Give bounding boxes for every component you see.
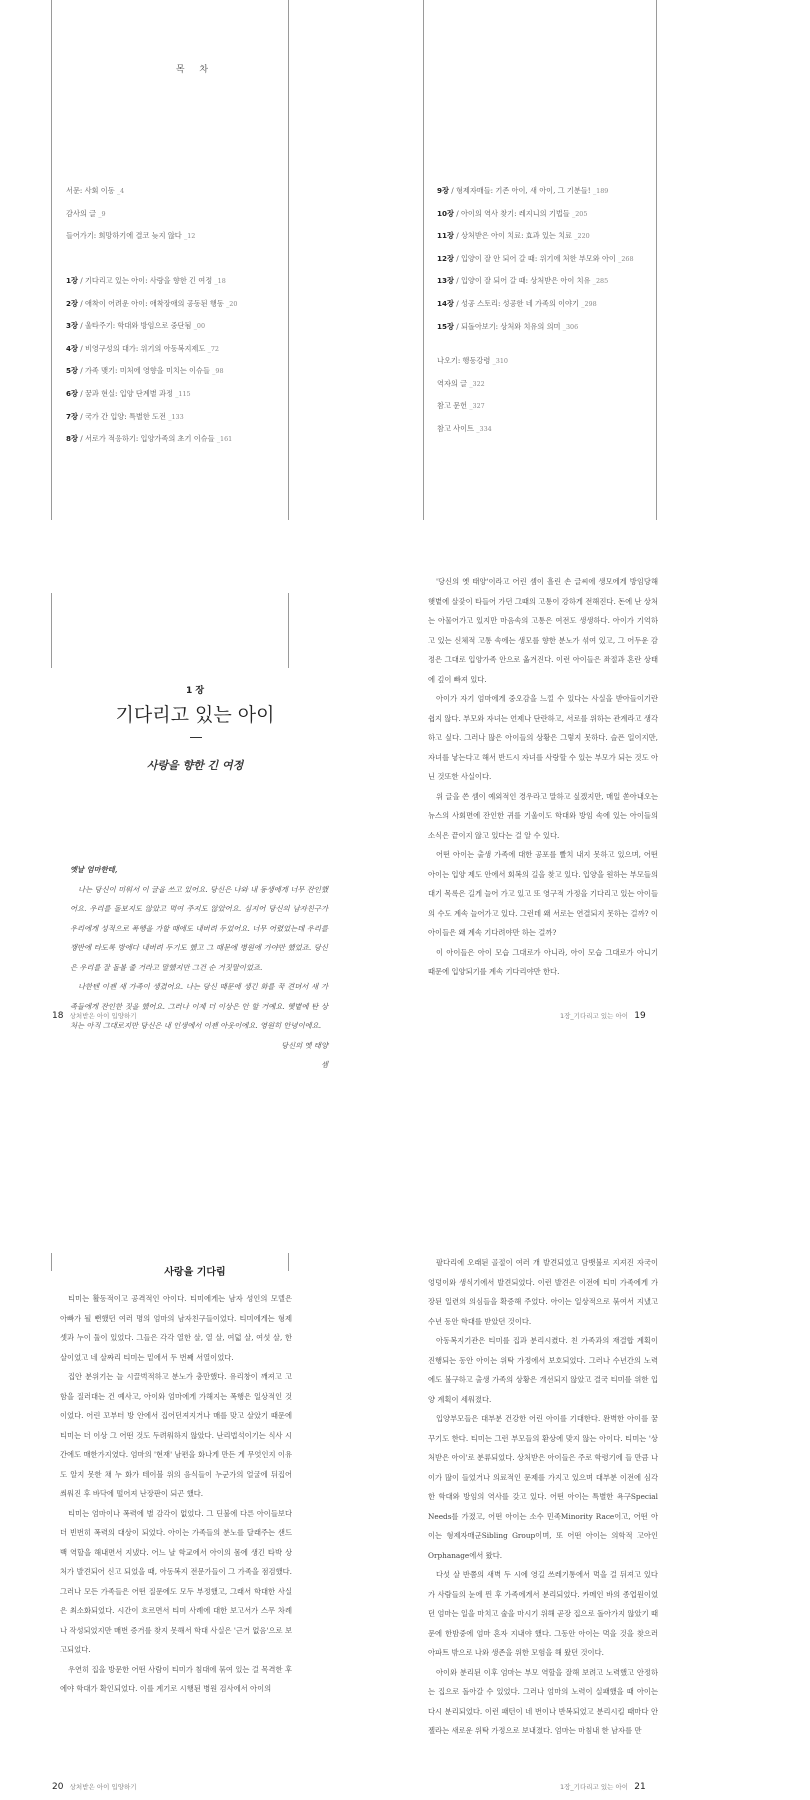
toc-entry: 6장 / 꿈과 현실: 입양 단계별 과정 _115: [66, 388, 191, 398]
toc-entry: 15장 / 되돌아보기: 상처와 치유의 의미 _306: [437, 321, 579, 331]
toc-page-number: _98: [212, 367, 224, 376]
chapter-subtitle: 사랑을 향한 긴 여정: [146, 759, 244, 772]
toc-entry: 11장 / 상처받은 아이 치료: 효과 있는 치료 _220: [437, 231, 590, 241]
toc-chapter-number: 11장: [437, 231, 454, 241]
toc-entry-title: 애착이 어려운 아이: 애착장애의 공동된 행동: [84, 298, 224, 308]
toc-page-number: _161: [216, 435, 233, 444]
page-number: 21: [634, 1782, 646, 1792]
body-paragraph: 다섯 살 반쯤의 새벽 두 시에 영길 쓰레기통에서 먹을 걸 뒤져고 있다가 사람들의 눈에 띈 후 가족에게서 분리되었다. 카메인 바의 종업원이었던 엄마는 일을 마치고 술을 마시기 위해 곧장 집으로 돌아가지 않았기 때문에 한밤중에 엄마 혼자 지내야 했다. 그동안 아이는 먹을 것을 찾으러 아파트 밖으로 나와 생존을 위한 모험을 해 왔던 것이다.: [428, 1570, 658, 1657]
toc-page-number: _9: [98, 209, 106, 218]
section-title: 사랑을 기다림: [164, 1267, 226, 1278]
toc-chapter-number: 13장: [437, 276, 454, 286]
letter-signature-name: 셈: [320, 1060, 328, 1069]
toc-entry: 13장 / 입양이 잘 되어 갈 때: 상처받은 아이 치유 _285: [437, 276, 609, 286]
body-paragraph: 아동복지기관은 티미를 집과 분리시켰다. 친 가족과의 재결합 계획이 진행되는 동안 아이는 위탁 가정에서 보호되었다. 그러나 수년간의 노력에도 불구하고 출생 가족의 상황은 개선되지 않았고 결국 티미를 위한 입양 계획이 세워졌다.: [428, 1336, 658, 1404]
toc-page-number: _205: [572, 209, 588, 218]
toc-entry: 10장 / 아이의 역사 찾기: 레지니의 기법들 _205: [437, 208, 588, 218]
body-paragraph: 입양부모들은 대부분 건강한 어린 아이를 기대한다. 완벽한 아이를 꿈꾸기도 한다. 티미는 그런 부모들의 환상에 맞지 않는 아이다. 티미는 '상처받은 아이'로 분류되었다. 상처받은 아이들은 주로 학령기에 들 만큼 나이가 많이 들었거나 의료적인 문제를 가지고 있으며 대부분 이전에 심각한 학대와 방임의 역사를 갖고 있다. 어떤 아이는 특별한 욕구Special Needs를 가졌고, 어떤 아이는 소수 민족Minority Race이고, 어떤 아이는 형제자매군Sibling Group이며, 또 어떤 아이는 의학적 고아인Orphanage에서 왔다.: [428, 1414, 658, 1560]
toc-page-number: _220: [574, 232, 590, 241]
toc-entry-title: 비영구성의 대가: 위기의 아동복지제도: [84, 343, 206, 353]
toc-entry-title: 되돌아보기: 상처와 치유의 의미: [460, 321, 561, 331]
toc-entry: 4장 / 비영구성의 대가: 위기의 아동복지제도 _72: [66, 343, 219, 353]
toc-chapter-number: 10장: [437, 208, 454, 218]
toc-entry: 12장 / 입양이 잘 안 되어 갈 때: 위기에 처한 부모와 아이 _268: [437, 253, 634, 263]
page-number: 19: [634, 1011, 646, 1021]
page-number: 18: [52, 1011, 64, 1021]
chapter-title: 기다리고 있는 아이: [115, 704, 275, 726]
toc-entry-title: 가족 맺기: 미처에 영향을 미치는 이슈들: [84, 366, 210, 376]
toc-page-number: _298: [581, 299, 597, 308]
toc-entry-title: 입양이 잘 안 되어 갈 때: 위기에 처한 부모와 아이: [460, 253, 616, 263]
toc-entry-title: 아이의 역사 찾기: 레지니의 기법들: [460, 208, 570, 218]
running-head: 상처받은 아이 입양하기: [69, 1783, 137, 1791]
body-paragraph: 아이가 자기 엄마에게 중오감을 느낄 수 있다는 사실을 받아들이기란 쉽지 않다. 부모와 자녀는 언제나 단란하고, 서로를 위하는 관계라고 생각하고 싶다. 그러나 많은 아이들의 상황은 그렇지 못하다. 슬픈 일이지만, 자녀를 낳는다고 해서 반드시 자녀를 사랑할 수 있는 부모가 되는 것도 아닌 것또한 사실이다.: [428, 694, 658, 781]
page-number: 20: [52, 1782, 64, 1792]
folio-page-21: [560, 1782, 646, 1792]
body-paragraph: 집안 분위기는 늘 시끌벅적하고 분노가 충만했다. 유리창이 깨져고 고함을 질러대는 건 예사고, 아이와 엄마에게 가해지는 폭행은 일상적인 것이었다. 어린 꼬부터 방 안에서 집어던져지거나 매를 맞고 살았기 때문에 티미는 더 이상 그 어떤 것도 두려워하지 않았다. 난리법석이기는 식사 시간에도 매한가지였다. 엄마의 '현재' 남편을 화나게 만든 게 무엇인지 이유도 알지 못한 채 누 화가 테이블 위의 음식들이 누군가의 얼굴에 뒤집어 씌워진 후 바닥에 떨어져 난장판이 되곤 했다.: [60, 1372, 292, 1498]
toc-entry-title: 서문: 사회 이동: [66, 186, 115, 195]
toc-title: 목 차: [175, 65, 215, 75]
body-paragraph: 위 글을 쓴 셈이 예외적인 경우라고 말하고 싶겠지만, 매일 쏟아내오는 뉴스의 사회면에 잔인한 귀를 기울이도 학대와 방임 속에 있는 아이들의 소식은 끝이지 않고 있다는 걸 알 수 있다.: [428, 791, 658, 840]
toc-page-number: _268: [618, 254, 634, 263]
toc-page-number: _12: [184, 232, 196, 241]
toc-entry-title: 참고 사이트: [437, 423, 475, 433]
toc-entry: 9장 / 형제자매들: 기존 아이, 새 아이, 그 기분들! _189: [437, 186, 609, 195]
toc-chapter-number: 1장: [66, 276, 78, 285]
body-paragraph: 이 아이들은 아이 모습 그대로가 아니라, 아이 모습 그대로가 아니기 때문에 입양되기를 계속 기다리야만 한다.: [428, 947, 658, 976]
toc-chapter-number: 14장: [437, 298, 454, 308]
toc-chapter-number: 3장: [66, 321, 78, 331]
toc-entry-title: 상처받은 아이 치료: 효과 있는 치료: [460, 231, 573, 241]
toc-entry: 2장 / 애착이 어려운 아이: 애착장애의 공동된 행동 _20: [66, 298, 238, 308]
toc-entry-title: 역자의 글: [437, 378, 468, 388]
toc-page-number: _133: [168, 412, 184, 421]
toc-entry-title: 들어가기: 희망하기에 결코 늦지 않다: [66, 231, 182, 241]
chapter-number: 1 장: [185, 686, 205, 696]
letter-paragraph: 나는 당신이 미워서 이 글을 쓰고 있어요. 당신은 나와 내 동생에게 너무 잔인했어요. 우리를 돌보지도 않았고 먹여 주지도 않았어요. 심지어 당신의 남자친구가 우리에게 성적으로 폭행을 가할 때에도 내버려 두었어요. 너무 어렸었는데 우리를 쟁반에 타도록 방에다 내버려 두기도 했고 그 때문에 병원에 가야만 했었죠. 당신은 우리를 잘 돌볼 줄 거라고 말했지만 그건 순 거짓말이었죠.: [70, 884, 328, 972]
body-paragraph: 팔다리에 오래된 골절이 여러 개 발견되었고 담뱃불로 지져진 자국이 엉덩이와 생식기에서 발견되었다. 이런 발견은 이전에 티미 가족에게 가장된 일련의 의심들을 확증해 주었다. 아이는 일상적으로 묶여서 지냈고 수년 동안 학대를 받았던 것이다.: [428, 1258, 658, 1326]
toc-chapter-number: 15장: [437, 321, 454, 331]
toc-entry-title: 기다리고 있는 아이: 사랑을 향한 긴 여정: [84, 276, 213, 285]
toc-entry-title: 형제자매들: 기존 아이, 새 아이, 그 기분들!: [455, 186, 591, 195]
toc-page-number: _00: [193, 322, 206, 331]
toc-chapter-number: 9장: [437, 186, 449, 195]
folio-page-20: [52, 1782, 137, 1792]
body-paragraph: '당신의 옛 태양'이라고 어린 셈이 흘린 손 글씨에 생모에게 방임당해 햇볕에 살갗이 타들어 가던 그때의 고통이 강하게 전해진다. 돈에 난 상처는 아물어가고 있지만 마음속의 고통은 여전도 생생하다. 아이가 기억하고 있는 신체적 고통 속에는 생모를 향한 분노가 섞여 있고, 그 어두운 감정은 그대로 입양가족 안으로 옮겨진다. 이런 아이들은 좌절과 혼란 상태에 깊이 빠져 있다.: [428, 577, 658, 684]
toc-chapter-number: 2장: [66, 298, 78, 308]
toc-page-number: _327: [469, 402, 485, 411]
running-head: 1장_기다리고 있는 아이: [560, 1012, 629, 1020]
toc-page-number: _334: [476, 424, 492, 433]
toc-entry: 7장 / 국가 간 입양: 특별한 도전 _133: [66, 411, 184, 421]
toc-chapter-number: 8장: [66, 434, 78, 444]
toc-entry-title: 서로가 적응하기: 입양가족의 초기 이슈들: [84, 434, 215, 444]
toc-page-number: _322: [469, 379, 485, 388]
toc-chapter-number: 4장: [66, 343, 78, 353]
letter-greeting: 옛날 엄마한테,: [70, 865, 118, 874]
toc-chapter-number: 5장: [66, 366, 78, 376]
body-paragraph: 티미는 엄마이나 폭력에 별 감각이 없었다. 그 딘불에 다른 아이들보다 더 빈번히 폭력의 대상이 되었다. 아이는 가족들의 분노를 달래주는 샌드백 역할을 해내면서 지냈다. 어느 날 학교에서 아이의 몸에 생긴 타박 상처가 발견되어 신고 되었을 때, 아동복지 전문가들이 그 가족을 점검했다. 그러나 모든 가족들은 어떤 질문에도 모두 부정했고, 그래서 학대한 사실은 최소화되었다. 시간이 흐르면서 티미 사례에 대한 보고서가 스무 차례나 작성되었지만 매번 증거를 찾지 못해서 학대 사실은 '근거 없음'으로 보고되었다.: [60, 1508, 292, 1654]
toc-entry-title: 참고 문헌: [437, 401, 468, 411]
letter-paragraph: 나한텐 이젠 새 가족이 생겼어요. 나는 당신 때문에 생긴 화를 꾹 견뎌서 새 가족들에게 잔인한 짓을 했어요. 그러나 이제 더 이상은 안 할 거예요. 햇볕에 탄 상처는 아직 그대로지만 당신은 내 인생에서 이젠 아웃이에요. 영원히 안녕이에요.: [70, 982, 328, 1030]
toc-entry-title: 꿈과 현실: 입양 단계별 과정: [84, 388, 173, 398]
toc-page-number: _189: [592, 187, 609, 195]
toc-entry-title: 나오기: 행동강령: [437, 356, 491, 365]
running-head: 1장_기다리고 있는 아이: [560, 1783, 629, 1791]
toc-chapter-number: 12장: [437, 253, 454, 263]
toc-page-number: _4: [116, 187, 125, 195]
page-20-body: [60, 1289, 292, 1699]
toc-page-number: _20: [226, 299, 238, 308]
toc-entry-title: 국가 간 입양: 특별한 도전: [84, 411, 166, 421]
toc-page-number: _18: [214, 277, 226, 285]
toc-chapter-number: 6장: [66, 388, 78, 398]
toc-page-number: _310: [492, 357, 509, 365]
toc-page-number: _285: [592, 277, 609, 286]
toc-page-number: _115: [175, 389, 191, 398]
toc-entry-title: 성공 스토리: 성공한 네 가족의 이야기: [460, 298, 579, 308]
toc-entry-title: 입양이 잘 되어 갈 때: 상처받은 아이 치유: [460, 276, 591, 286]
toc-chapter-number: 7장: [66, 411, 78, 421]
toc-entry-title: 울타주기: 학대와 방임으로 중단됨: [84, 321, 192, 331]
toc-entry-title: 감사의 글: [66, 208, 97, 218]
body-paragraph: 우연히 집을 방문한 어떤 사람이 티미가 침대에 묶여 있는 걸 목격한 후에야 학대가 확인되었다. 이를 계기로 시행된 병원 검사에서 아이의: [60, 1664, 292, 1693]
body-paragraph: 아이와 분리된 이후 엄마는 부모 역할을 잘해 보려고 노력했고 안정하는 집으로 돌아갈 수 있었다. 그러나 엄마의 노력이 실패했을 때 아이는 다시 분리되었다. 이런 패턴이 네 번이나 반복되었고 분리시킬 때마다 안젤라는 새로운 위탁 가정으로 보내졌다. 엄마는 마침내 한 남자를 만: [428, 1667, 658, 1735]
running-head: 상처받은 아이 입양하기: [69, 1012, 137, 1020]
letter-signature: 당신의 옛 태양: [281, 1040, 328, 1050]
body-paragraph: 티미는 활동적이고 공격적인 아이다. 티미에게는 남자 성인의 모델은 아빠가 될 뻔했던 여러 명의 엄마의 남자친구들이었다. 티미에게는 형제 셋과 누이 둘이 있었다. 그들은 각각 열한 살, 열 살, 여덟 살, 여섯 살, 한 살이었고 네 살짜리 티미는 밑에서 두 번째 서열이었다.: [60, 1294, 292, 1362]
toc-entry: 3장 / 울타주기: 학대와 방임으로 중단됨 _00: [66, 321, 206, 331]
toc-entry: 1장 / 기다리고 있는 아이: 사랑을 향한 긴 여정 _18: [66, 276, 226, 285]
toc-page-number: _306: [562, 322, 579, 331]
section-left-rule: [51, 1253, 52, 1271]
toc-entry: 8장 / 서로가 적응하기: 입양가족의 초기 이슈들 _161: [66, 434, 233, 444]
page-21-body: [428, 1253, 658, 1741]
toc-page-number: _72: [207, 344, 219, 353]
body-paragraph: 어떤 아이는 출생 가족에 대한 공포를 빨치 내지 못하고 있으며, 어떤 아이는 입양 제도 안에서 회복의 길을 찾고 있다. 입양을 원하는 부모들의 대기 목록은 길게 늘어 가고 있고 또 영구적 가정을 기다리고 있는 아이들의 수도 계속 늘어가고 있다. 그런데 왜 서로는 연결되지 못하는 걸까? 이 아이들은 왜 계속 기다려야만 하는 걸까?: [428, 850, 658, 937]
toc-entry: 5장 / 가족 맺기: 미처에 영향을 미치는 이슈들 _98: [66, 366, 224, 376]
toc-entry: 14장 / 성공 스토리: 성공한 네 가족의 이야기 _298: [437, 298, 597, 308]
